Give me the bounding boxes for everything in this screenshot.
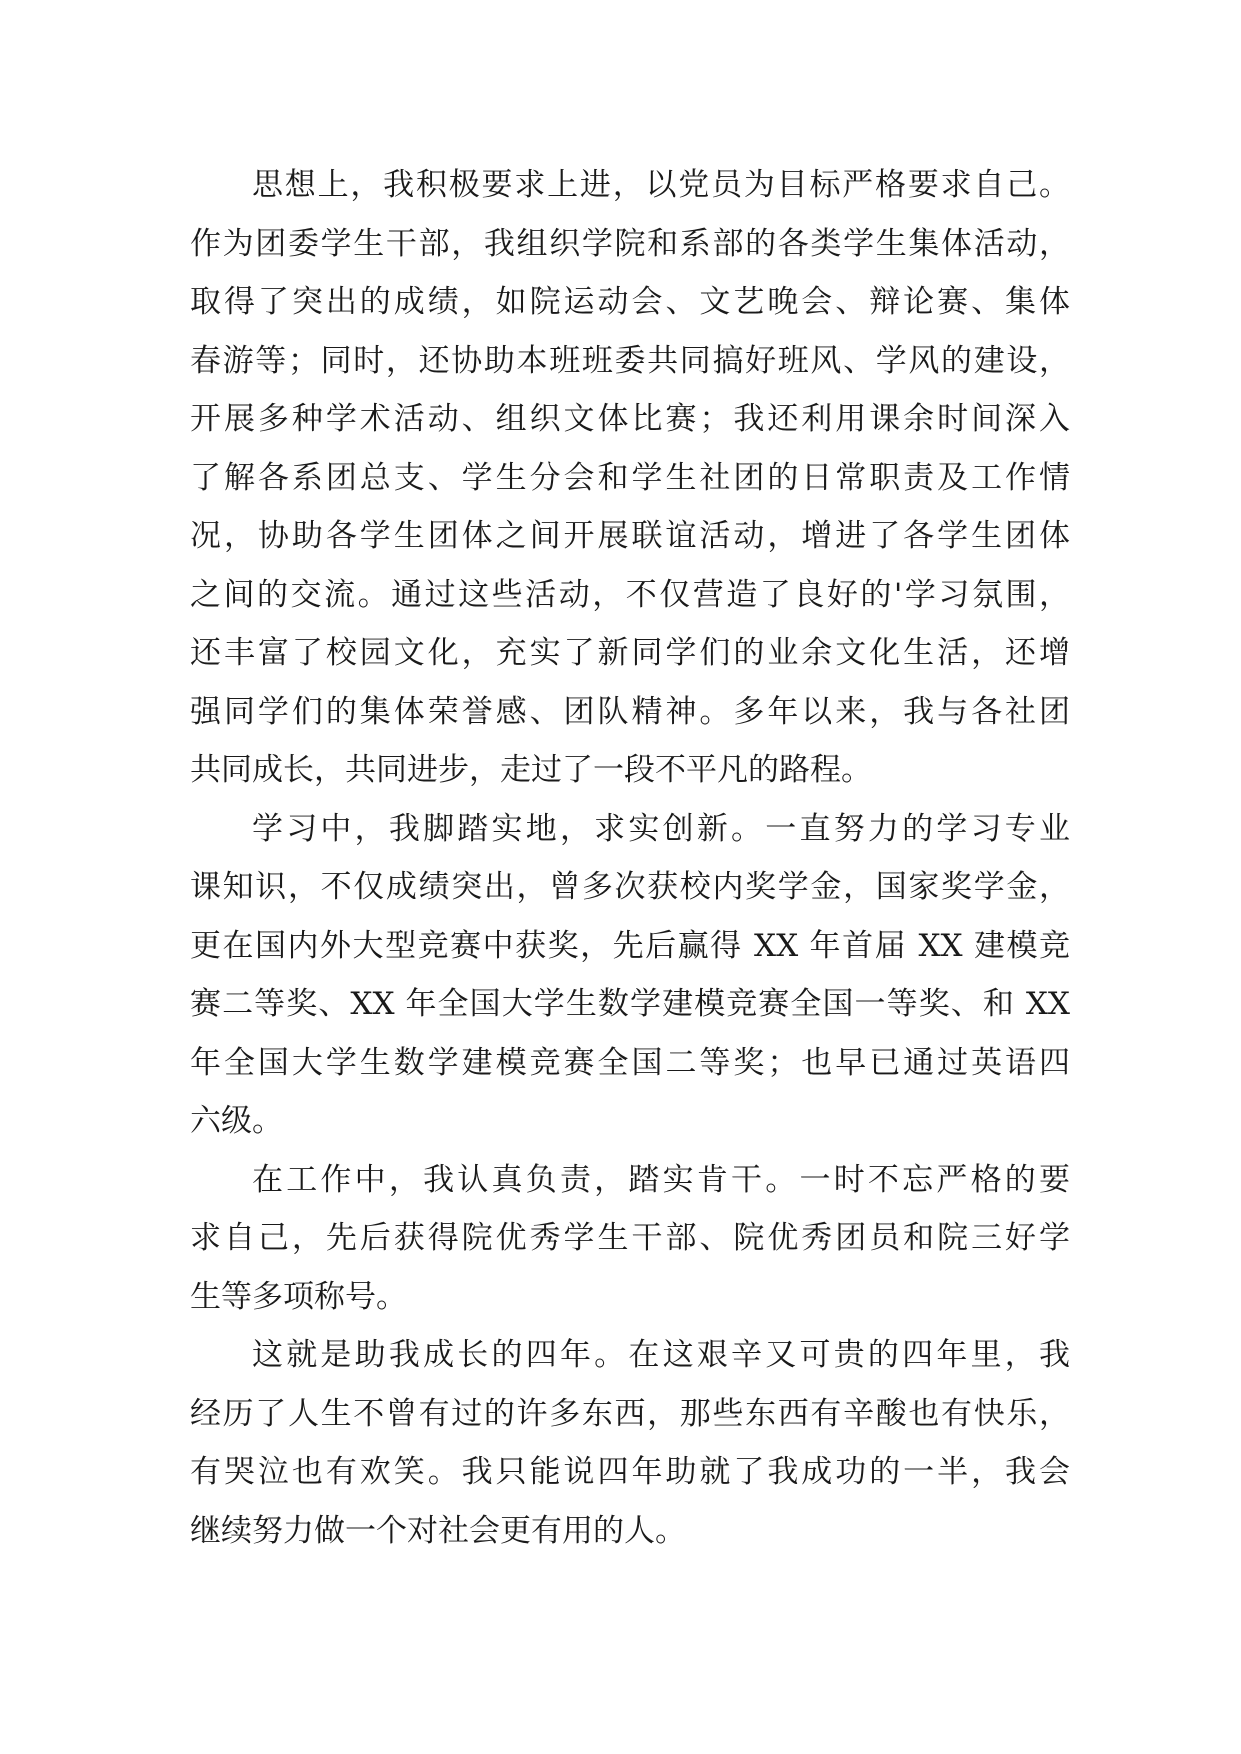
paragraph-line: 六级。 bbox=[190, 1103, 283, 1139]
paragraph-line: 生等多项称号。 bbox=[190, 1278, 407, 1315]
paragraph-line: 赛二等奖、XX 年全国大学生数学建模竞赛全国一等奖、和 XX bbox=[190, 986, 1070, 1022]
paragraph-study bbox=[190, 800, 1070, 1151]
paragraph-line: 在工作中，我认真负责，踏实肯干。一时不忘严格的要 bbox=[252, 1161, 1070, 1198]
paragraph-work bbox=[190, 1151, 1070, 1327]
paragraph-line: 开展多种学术活动、组织文体比赛；我还利用课余时间深入 bbox=[190, 401, 1070, 437]
document-body bbox=[190, 156, 1070, 1560]
paragraph-line: 经历了人生不曾有过的许多东西，那些东西有辛酸也有快乐， bbox=[190, 1395, 1070, 1432]
paragraph-conclusion bbox=[190, 1326, 1070, 1560]
paragraph-line: 之间的交流。通过这些活动，不仅营造了良好的'学习氛围， bbox=[190, 576, 1070, 613]
paragraph-political bbox=[190, 156, 1070, 800]
paragraph-line: 春游等；同时，还协助本班班委共同搞好班风、学风的建设， bbox=[190, 342, 1070, 379]
paragraph-line: 继续努力做一个对社会更有用的人。 bbox=[190, 1512, 686, 1549]
paragraph-line: 更在国内外大型竞赛中获奖，先后赢得 XX 年首届 XX 建模竞 bbox=[190, 927, 1070, 964]
paragraph-line: 作为团委学生干部，我组织学院和系部的各类学生集体活动， bbox=[190, 225, 1070, 262]
paragraph-line: 求自己，先后获得院优秀学生干部、院优秀团员和院三好学 bbox=[190, 1220, 1070, 1256]
paragraph-line: 共同成长，共同进步，走过了一段不平凡的路程。 bbox=[190, 752, 872, 788]
paragraph-line: 还丰富了校园文化，充实了新同学们的业余文化生活，还增 bbox=[190, 635, 1070, 671]
paragraph-line: 有哭泣也有欢笑。我只能说四年助就了我成功的一半，我会 bbox=[190, 1454, 1070, 1490]
paragraph-line: 年全国大学生数学建模竞赛全国二等奖；也早已通过英语四 bbox=[190, 1044, 1070, 1081]
paragraph-line: 取得了突出的成绩，如院运动会、文艺晚会、辩论赛、集体 bbox=[190, 284, 1070, 320]
paragraph-line: 这就是助我成长的四年。在这艰辛又可贵的四年里，我 bbox=[252, 1337, 1070, 1373]
paragraph-line: 况，协助各学生团体之间开展联谊活动，增进了各学生团体 bbox=[190, 518, 1070, 554]
paragraph-line: 思想上，我积极要求上进，以党员为目标严格要求自己。 bbox=[252, 167, 1070, 203]
paragraph-line: 强同学们的集体荣誉感、团队精神。多年以来，我与各社团 bbox=[190, 693, 1070, 730]
paragraph-line: 学习中，我脚踏实地，求实创新。一直努力的学习专业 bbox=[252, 810, 1070, 847]
paragraph-line: 课知识，不仅成绩突出，曾多次获校内奖学金，国家奖学金， bbox=[190, 869, 1070, 905]
paragraph-line: 了解各系团总支、学生分会和学生社团的日常职责及工作情 bbox=[190, 459, 1070, 496]
